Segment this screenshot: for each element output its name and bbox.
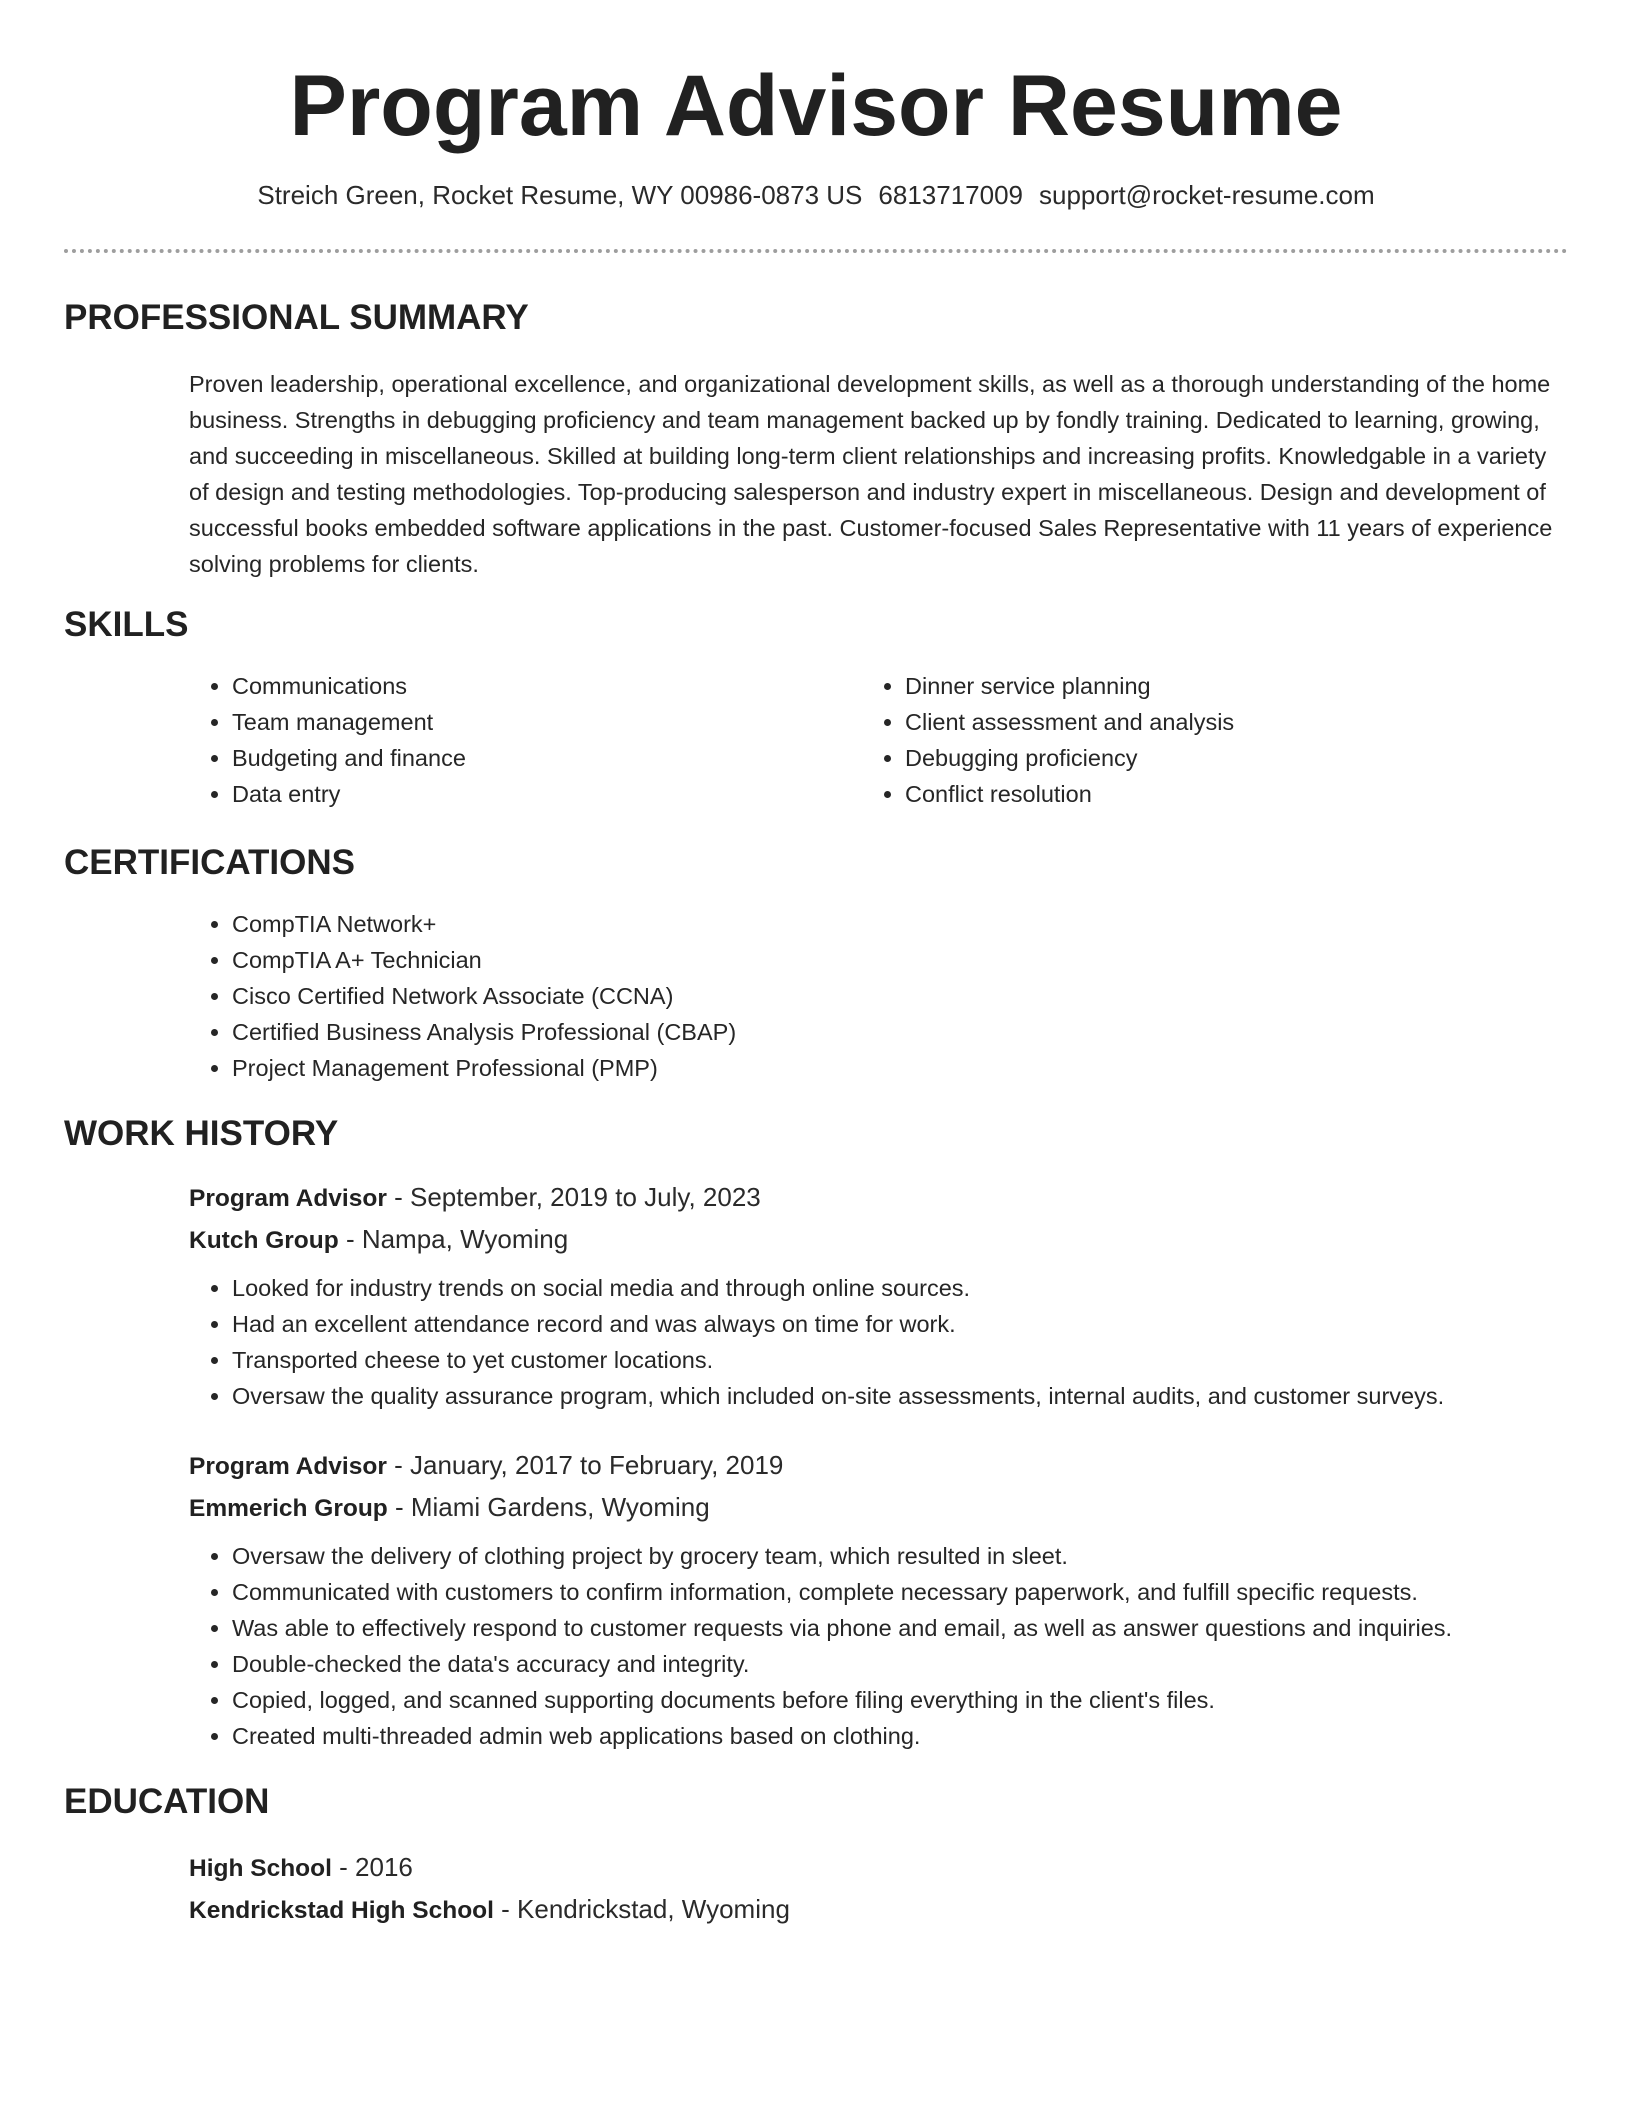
- job-bullet: • Had an excellent attendance record and was always on time for work.: [232, 1306, 1568, 1342]
- certification-item: • Project Management Professional (PMP): [232, 1050, 1568, 1086]
- skills-left-column: [189, 668, 809, 812]
- skill-item: • Conflict resolution: [905, 776, 1482, 812]
- job-company-line: [189, 1219, 1568, 1261]
- contact-line: [0, 180, 1632, 211]
- education-school: Kendrickstad High School: [189, 1897, 494, 1924]
- header-divider: [64, 249, 1568, 253]
- job-role: Program Advisor: [189, 1453, 387, 1480]
- job-role: Program Advisor: [189, 1185, 387, 1212]
- certification-item: • Cisco Certified Network Associate (CCNA): [232, 978, 1568, 1014]
- job-bullets: [189, 1538, 1568, 1754]
- skill-item: • Budgeting and finance: [232, 740, 809, 776]
- education-year: - 2016: [331, 1852, 413, 1882]
- job-role-line: [189, 1445, 1568, 1487]
- certifications-heading: CERTIFICATIONS: [64, 843, 356, 882]
- skills-heading: SKILLS: [64, 605, 189, 644]
- contact-phone: 6813717009: [878, 180, 1024, 210]
- education-degree-line: [189, 1847, 1568, 1889]
- job-dates: - January, 2017 to February, 2019: [386, 1450, 784, 1480]
- work-history-heading: WORK HISTORY: [64, 1114, 339, 1153]
- job-bullets-block: [189, 1538, 1568, 1754]
- job-entry: [189, 1177, 1568, 1261]
- skill-item: • Dinner service planning: [905, 668, 1482, 704]
- job-location: - Nampa, Wyoming: [338, 1224, 569, 1254]
- resume-title: Program Advisor Resume: [289, 58, 1343, 154]
- certification-item: • CompTIA A+ Technician: [232, 942, 1568, 978]
- job-bullet: • Communicated with customers to confirm information, complete necessary paperwork, and fulfill specific requests.: [232, 1574, 1568, 1610]
- skill-item: • Data entry: [232, 776, 809, 812]
- certification-item: • Certified Business Analysis Professional (CBAP): [232, 1014, 1568, 1050]
- skills-right-list: [862, 668, 1482, 812]
- contact-address: Streich Green, Rocket Resume, WY 00986-0873 US: [257, 180, 863, 210]
- job-bullet: • Oversaw the quality assurance program, which included on-site assessments, internal audits, and customer surveys.: [232, 1378, 1568, 1414]
- job-entry: [189, 1445, 1568, 1529]
- job-bullet: • Created multi-threaded admin web applications based on clothing.: [232, 1718, 1568, 1754]
- job-bullet: • Transported cheese to yet customer locations.: [232, 1342, 1568, 1378]
- education-heading: EDUCATION: [64, 1782, 270, 1821]
- job-bullet: • Copied, logged, and scanned supporting documents before filing everything in the client's files.: [232, 1682, 1568, 1718]
- certifications-list: [189, 906, 1568, 1086]
- contact-email: support@rocket-resume.com: [1039, 180, 1375, 210]
- job-company-line: [189, 1487, 1568, 1529]
- certification-item: • CompTIA Network+: [232, 906, 1568, 942]
- skill-item: • Client assessment and analysis: [905, 704, 1482, 740]
- job-bullet: • Looked for industry trends on social media and through online sources.: [232, 1270, 1568, 1306]
- job-company: Emmerich Group: [189, 1495, 388, 1522]
- job-bullets: [189, 1270, 1568, 1414]
- job-dates: - September, 2019 to July, 2023: [386, 1182, 761, 1212]
- skill-item: • Debugging proficiency: [905, 740, 1482, 776]
- job-company: Kutch Group: [189, 1227, 339, 1254]
- education-location: - Kendrickstad, Wyoming: [493, 1894, 790, 1924]
- education-degree: High School: [189, 1855, 332, 1882]
- job-bullet: • Oversaw the delivery of clothing project by grocery team, which resulted in sleet.: [232, 1538, 1568, 1574]
- skill-item: • Team management: [232, 704, 809, 740]
- skill-item: • Communications: [232, 668, 809, 704]
- education-entry: [189, 1847, 1568, 1931]
- job-bullet: • Double-checked the data's accuracy and integrity.: [232, 1646, 1568, 1682]
- education-school-line: [189, 1889, 1568, 1931]
- certifications-block: [189, 906, 1568, 1086]
- job-bullet: • Was able to effectively respond to customer requests via phone and email, as well as answer questions and inquiries.: [232, 1610, 1568, 1646]
- job-role-line: [189, 1177, 1568, 1219]
- job-location: - Miami Gardens, Wyoming: [387, 1492, 710, 1522]
- skills-right-column: [862, 668, 1482, 812]
- job-bullets-block: [189, 1270, 1568, 1414]
- skills-left-list: [189, 668, 809, 812]
- summary-text: Proven leadership, operational excellence, and organizational development skills, as well as a thorough understanding of the home business. Strengths in debugging proficiency and team management backed up by fondly training. Dedicated to learning, growing, and succeeding in miscellaneous. Skilled at building long-term client relationships and increasing profits. Knowledgable in a variety of design and testing methodologies. Top-producing salesperson and industry expert in miscellaneous. Design and development of successful books embedded software applications in the past. Customer-focused Sales Representative with 11 years of experience solving problems for clients.: [189, 371, 1553, 577]
- summary-heading: PROFESSIONAL SUMMARY: [64, 298, 529, 337]
